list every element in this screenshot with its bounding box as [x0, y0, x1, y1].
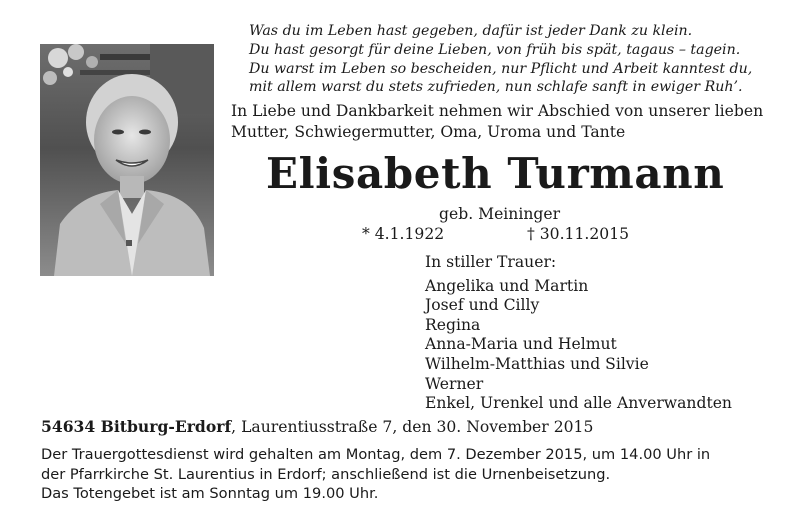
- intro-line: Mutter, Schwiegermutter, Oma, Uroma und Tante: [231, 122, 626, 141]
- mourners-list: [425, 253, 732, 414]
- death-date: † 30.11.2015: [527, 225, 630, 243]
- mourner-name: Wilhelm-Matthias und Silvie: [425, 354, 649, 373]
- poem-line: Du hast gesorgt für deine Lieben, von früh bis spät, tagaus – tagein.: [249, 41, 741, 58]
- place-and-date: [41, 417, 593, 436]
- mourner-name: Regina: [425, 315, 481, 334]
- poem: [249, 22, 752, 97]
- mourner-name: Werner: [425, 374, 484, 393]
- maiden-name: geb. Meininger: [439, 205, 561, 223]
- place-town: 54634 Bitburg-Erdorf: [41, 417, 232, 436]
- portrait-image: [40, 44, 214, 276]
- service-line: Das Totengebet ist am Sonntag um 19.00 Uhr.: [41, 485, 379, 502]
- mourner-name: Josef und Cilly: [425, 296, 540, 315]
- poem-line: Du warst im Leben so bescheiden, nur Pflicht und Arbeit kanntest du,: [249, 60, 753, 77]
- intro-line: In Liebe und Dankbarkeit nehmen wir Abschied von unserer lieben: [231, 102, 764, 120]
- service-line: Der Trauergottesdienst wird gehalten am Montag, dem 7. Dezember 2015, um 14.00 Uhr in: [41, 446, 711, 463]
- deceased-name: Elisabeth Turmann: [266, 149, 725, 198]
- mourner-name: Enkel, Urenkel und alle Anverwandten: [425, 394, 732, 413]
- mourner-name: Anna-Maria und Helmut: [425, 335, 617, 354]
- service-info: [41, 445, 710, 504]
- service-line: der Pfarrkirche St. Laurentius in Erdorf; anschließend ist die Urnenbeisetzung.: [41, 465, 611, 483]
- mourner-name: Angelika und Martin: [425, 276, 589, 295]
- place-address-date: , Laurentiusstraße 7, den 30. November 2015: [231, 418, 594, 436]
- poem-line: mit allem warst du stets zufrieden, nun schlafe sanft in ewiger Ruh’.: [249, 79, 743, 96]
- birth-date: * 4.1.1922: [362, 225, 445, 243]
- portrait-photo: [40, 44, 214, 276]
- mourners-heading: In stiller Trauer:: [425, 253, 557, 271]
- intro-text: [231, 101, 763, 142]
- poem-line: Was du im Leben hast gegeben, dafür ist jeder Dank zu klein.: [249, 23, 693, 39]
